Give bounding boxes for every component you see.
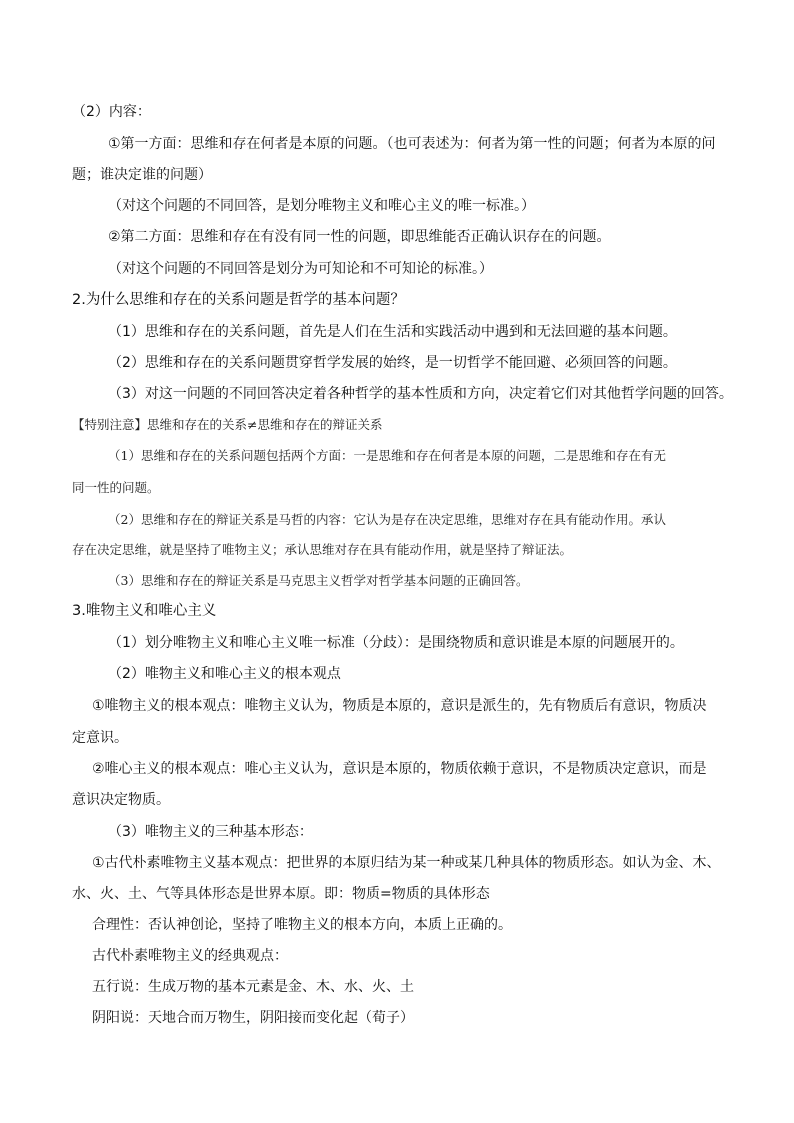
list-item-three-forms: （3）唯物主义的三种基本形态： bbox=[108, 824, 313, 840]
list-item-reason-3: （3）对这一问题的不同回答决定着各种哲学的基本性质和方向，决定着它们对其他哲学问题的回答。 bbox=[108, 386, 733, 402]
paragraph-second-aspect-note: （对这个问题的不同回答是划分为可知论和不可知论的标准。） bbox=[108, 261, 493, 277]
special-note-item-1-cont: 同一性的问题。 bbox=[72, 480, 160, 495]
special-note-item-3: （3）思维和存在的辩证关系是马克思主义哲学对哲学基本问题的正确回答。 bbox=[108, 573, 529, 588]
paragraph-ancient-materialism-cont: 水、火、土、气等具体形态是世界本原。即：物质=物质的具体形态 bbox=[72, 886, 490, 902]
paragraph-first-aspect-note: （对这个问题的不同回答，是划分唯物主义和唯心主义的唯一标准。） bbox=[108, 198, 535, 214]
heading-section-3: 3.唯物主义和唯心主义 bbox=[72, 603, 217, 619]
special-note-heading: 【特别注意】思维和存在的关系≠思维和存在的辩证关系 bbox=[72, 417, 383, 432]
paragraph-materialism-view-cont: 定意识。 bbox=[72, 730, 128, 746]
paragraph-five-elements: 五行说：生成万物的基本元素是金、木、水、火、土 bbox=[92, 979, 414, 995]
paragraph-second-aspect: ②第二方面：思维和存在有没有同一性的问题，即思维能否正确认识存在的问题。 bbox=[108, 229, 611, 245]
paragraph-yin-yang: 阴阳说：天地合而万物生，阴阳接而变化起（荀子） bbox=[92, 1010, 414, 1026]
section-content-label: （2）内容： bbox=[72, 104, 151, 120]
paragraph-materialism-view: ①唯物主义的根本观点：唯物主义认为，物质是本原的，意识是派生的，先有物质后有意识，物质决 bbox=[92, 698, 707, 714]
list-item-reason-1: （1）思维和存在的关系问题，首先是人们在生活和实践活动中遇到和无法回避的基本问题。 bbox=[108, 324, 677, 340]
list-item-reason-2: （2）思维和存在的关系问题贯穿哲学发展的始终，是一切哲学不能回避、必须回答的问题。 bbox=[108, 355, 677, 371]
paragraph-idealism-view-cont: 意识决定物质。 bbox=[72, 792, 170, 808]
paragraph-first-aspect-cont: 题；谁决定谁的问题） bbox=[72, 167, 212, 183]
special-note-item-2: （2）思维和存在的辩证关系是马哲的内容：它认为是存在决定思维，思维对存在具有能动作用。承认 bbox=[108, 512, 666, 527]
special-note-item-1: （1）思维和存在的关系问题包括两个方面：一是思维和存在何者是本原的问题，二是思维和存在有无 bbox=[108, 448, 666, 463]
list-item-standard: （1）划分唯物主义和唯心主义唯一标准（分歧）：是围绕物质和意识谁是本原的问题展开的。 bbox=[108, 635, 684, 651]
paragraph-idealism-view: ②唯心主义的根本观点：唯心主义认为，意识是本原的，物质依赖于意识，不是物质决定意识，而是 bbox=[92, 761, 707, 777]
special-note-item-2-cont: 存在决定思维，就是坚持了唯物主义；承认思维对存在具有能动作用，就是坚持了辩证法。 bbox=[72, 542, 573, 557]
paragraph-first-aspect: ①第一方面：思维和存在何者是本原的问题。（也可表述为：何者为第一性的问题；何者为本原的问 bbox=[108, 136, 716, 152]
paragraph-ancient-materialism: ①古代朴素唯物主义基本观点：把世界的本原归结为某一种或某几种具体的物质形态。如认为金、木、 bbox=[92, 855, 721, 871]
heading-question-2: 2.为什么思维和存在的关系问题是哲学的基本问题？ bbox=[72, 292, 405, 308]
paragraph-rationality: 合理性：否认神创论，坚持了唯物主义的根本方向，本质上正确的。 bbox=[92, 917, 512, 933]
list-item-fundamental-views: （2）唯物主义和唯心主义的根本观点 bbox=[108, 666, 341, 682]
paragraph-classic-views: 古代朴素唯物主义的经典观点： bbox=[92, 948, 288, 964]
